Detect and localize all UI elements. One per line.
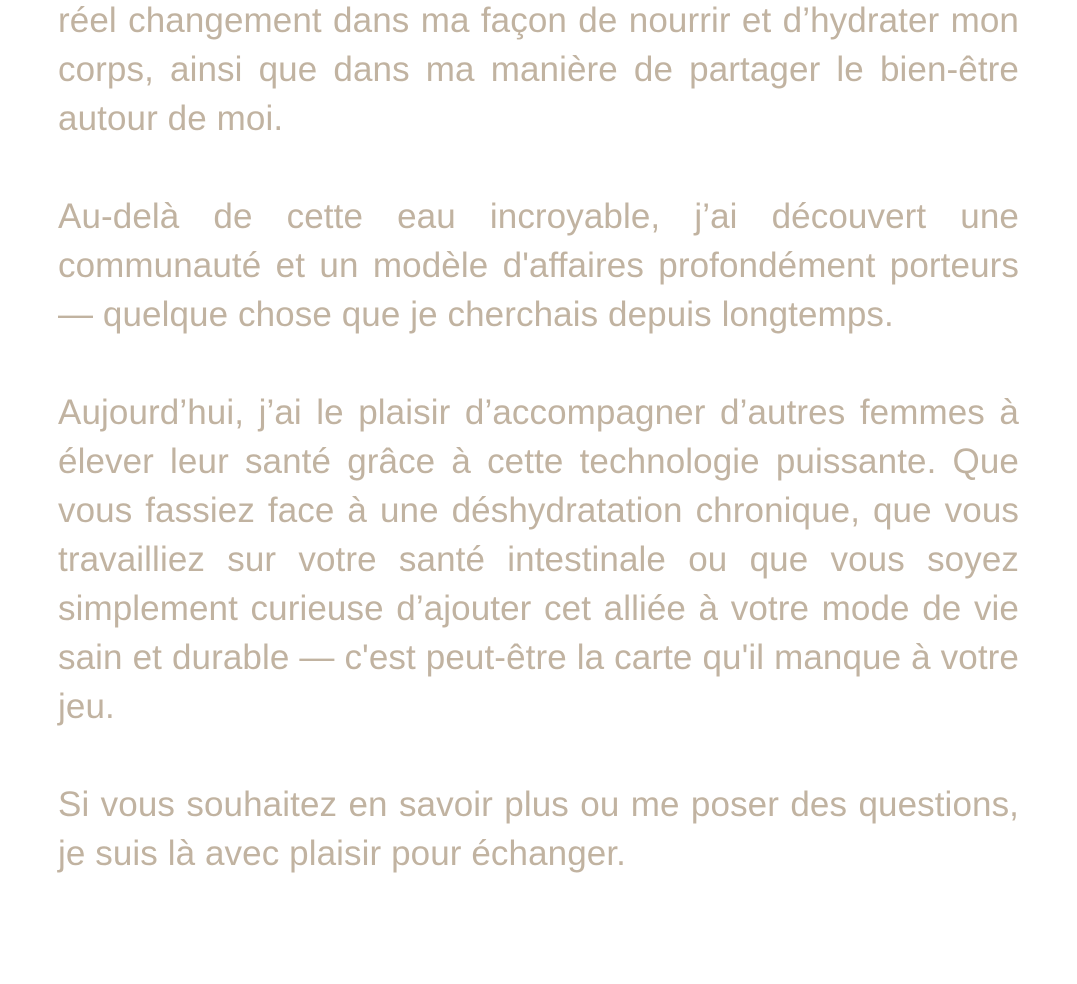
paragraph-2: Au-delà de cette eau incroyable, j’ai découvert une communauté et un modèle d'affaires profondément porteurs — quelque chose que je cherchais depuis longtemps.: [58, 197, 1019, 334]
paragraph-3: Aujourd’hui, j’ai le plaisir d’accompagner d’autres femmes à élever leur santé grâce à cette technologie puissante. Que vous fassiez face à une déshydratation chronique, que vous travailliez sur votre santé intestinale ou que vous soyez simplement curieuse d’ajouter cet alliée à votre mode de vie sain et durable — c'est peut-être la carte qu'il manque à votre jeu.: [58, 393, 1019, 726]
article-body: [58, 0, 1019, 927]
paragraph-4: Si vous souhaitez en savoir plus ou me poser des questions, je suis là avec plaisir pour échanger.: [58, 785, 1019, 873]
paragraph-1: réel changement dans ma façon de nourrir et d’hydrater mon corps, ainsi que dans ma manière de partager le bien-être autour de moi.: [58, 1, 1019, 138]
